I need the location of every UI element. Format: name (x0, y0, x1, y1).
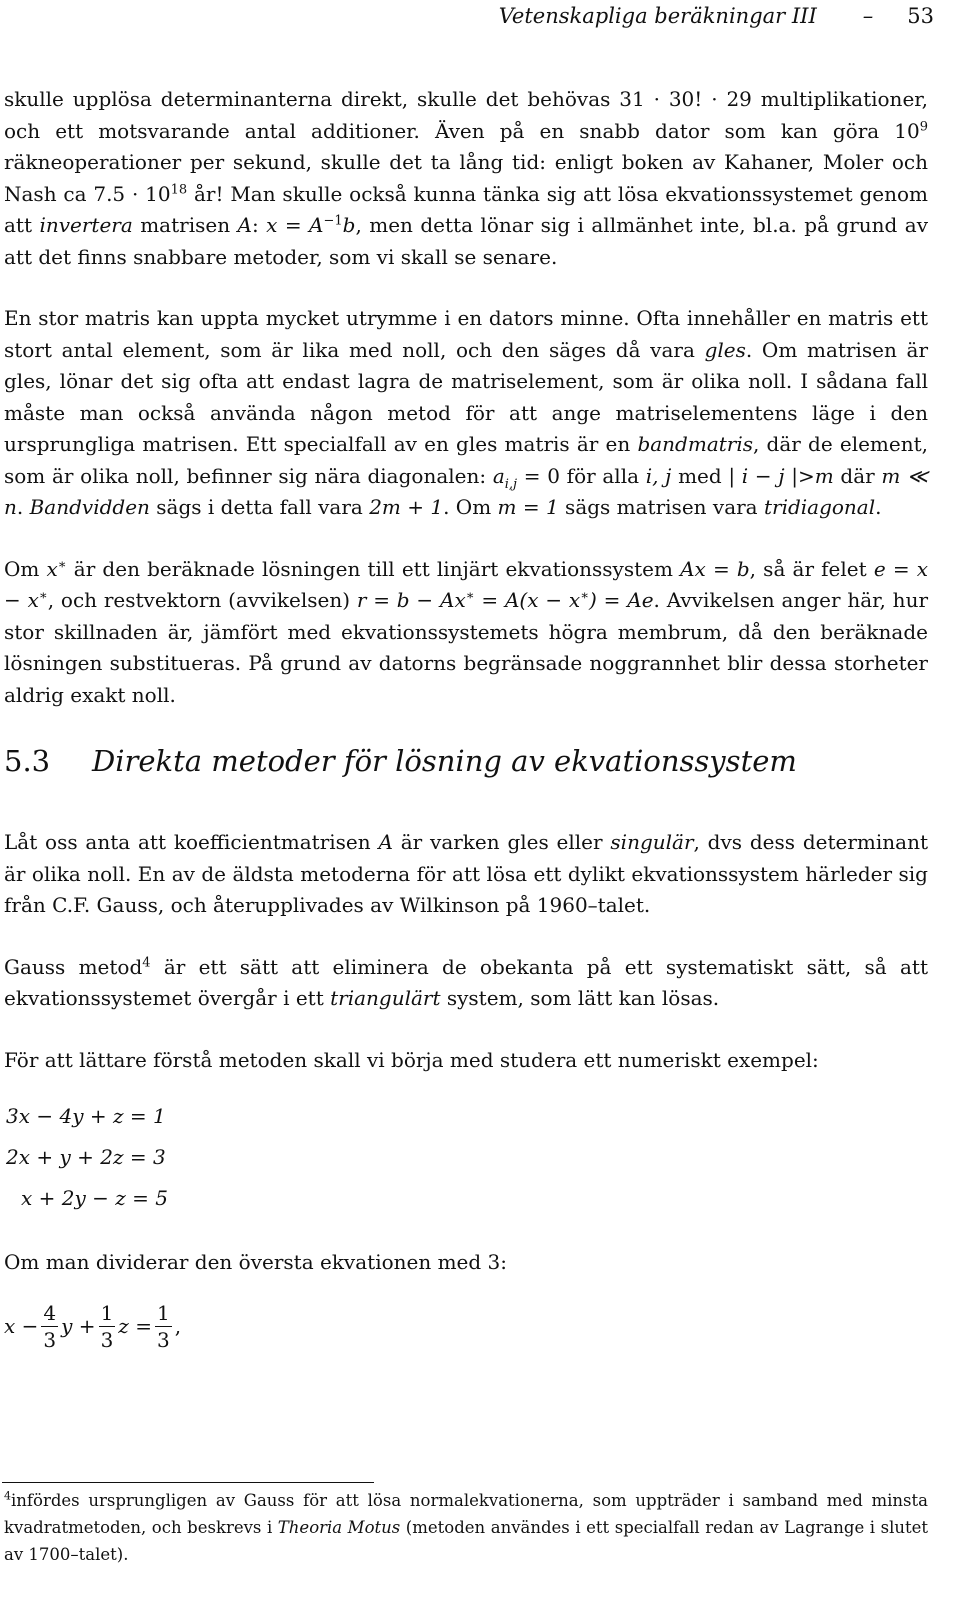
p5-text-1: Gauss metod (4, 954, 143, 979)
p2-math-ij: i, j (645, 463, 672, 488)
p2-emph-gles: gles (704, 337, 746, 362)
p2-text-9: . Om (443, 495, 498, 519)
paragraph-2 (4, 303, 928, 524)
paragraph-1 (4, 84, 928, 273)
paragraph-7: Om man dividerar den översta ekvationen med 3: (4, 1250, 508, 1274)
p4-math-A: A (378, 830, 393, 854)
equation-2: 2x + y + 2z = 3 (6, 1145, 166, 1169)
p1-math-b: b (342, 213, 356, 237)
p2-text-8: sägs i detta fall vara (149, 495, 370, 519)
running-title: Vetenskapliga beräkningar III (498, 4, 817, 28)
p2-math-a: a (492, 463, 505, 488)
equation-system (6, 1096, 928, 1219)
p2-sub-ij: i,j (504, 476, 518, 492)
p3-star-4: ∗ (580, 588, 590, 604)
p5-emph-triangulart: triangulärt (330, 986, 441, 1010)
p2-text-2: . Om matrisen är gles, lönar det sig ofta att endast lagra de matriselement, som är olika noll. I sådana fall måste man också använda någon metod för att ange matriselementens läge i den ursprungliga matrisen. Ett specialfall av en gles matris är en (4, 337, 929, 456)
paragraph-3 (4, 554, 928, 712)
footnote (4, 1487, 928, 1568)
footnote-text-2: (metoden användes i ett specialfall redan av Lagrange i slutet av 1700–talet). (4, 1518, 928, 1564)
p3-star-1: ∗ (57, 556, 67, 572)
fraction-numerator: 4 (43, 1301, 57, 1325)
p2-text-4: för alla (559, 463, 646, 488)
p2-math-abs: | i − j |>m (728, 463, 834, 488)
p4-text-1: Låt oss anta att koefficientmatrisen (4, 830, 379, 854)
p2-text-5: med (671, 463, 729, 488)
paragraph-6: För att lättare förstå metoden skall vi börja med studera ett numeriskt exempel: (4, 1047, 819, 1072)
p1-exp-18: 18 (170, 181, 188, 197)
p1-exp-9: 9 (919, 118, 928, 134)
fraction-numerator: 1 (100, 1301, 114, 1325)
fraction-equation (4, 1293, 928, 1361)
p2-math-eq0: = 0 (517, 463, 560, 488)
p3-star-3: ∗ (465, 588, 475, 604)
running-header (499, 4, 934, 28)
equation-1: 3x − 4y + z = 1 (6, 1104, 166, 1128)
p1-text-1: skulle upplösa determinanterna direkt, skulle det behövas 31 · 30! · 29 multiplikationer, och ett motsvarande antal additioner. Även på en snabb dator som kan göra 10 (4, 87, 928, 143)
fraction-denominator: 3 (100, 1328, 114, 1352)
fraction-1-3-b (155, 1300, 172, 1353)
p3-math-residual-3: ) = Ae (589, 588, 654, 612)
page-number: 53 (907, 4, 934, 28)
body-text (4, 84, 928, 1361)
p3-math-error: e = x − x (4, 556, 929, 612)
paragraph-5 (4, 952, 928, 1015)
p3-math-residual: r = b − Ax (356, 588, 466, 612)
fraction-1-3-a (99, 1300, 116, 1353)
p2-math-mn: m ≪ n (4, 463, 929, 519)
p1-text-4: matrisen (132, 213, 238, 237)
section-number: 5.3 (4, 744, 51, 778)
p5-text-2: är ett sätt att eliminera de obekanta på ett systematiskt sätt, så att ekvationssystemet övergår i ett (4, 954, 928, 1010)
p3-text-4: , och restvektorn (avvikelsen) (47, 588, 357, 612)
p2-text-11: . (875, 495, 882, 519)
fraction-4-3 (41, 1300, 58, 1353)
footnote-ref-4[interactable]: 4 (142, 954, 151, 970)
p4-emph-singular: singulär (610, 830, 694, 854)
paragraph-4 (4, 827, 928, 922)
p3-text-1: Om (4, 556, 47, 581)
p2-emph-bandvidden: Bandvidden (29, 495, 150, 519)
p2-text-6: där (833, 463, 882, 488)
p1-emph-invertera: invertera (39, 213, 133, 237)
p3-text-5: . Avvikelsen anger här, hur stor skillnaden är, jämfört med ekvationssystemets högra membrum, då den beräknade lösningen substitueras. På grund av datorns begränsade noggrannhet blir dessa storheter aldrig exakt noll. (4, 588, 929, 707)
p1-math-A: A (237, 213, 252, 237)
fraction-denominator: 3 (43, 1328, 57, 1352)
p3-text-2: är den beräknade lösningen till ett linjärt ekvationssystem (66, 556, 681, 581)
p1-math-inverse: x = A (266, 213, 324, 237)
frac-eq-part-b: y + (61, 1313, 96, 1338)
frac-eq-comma: , (174, 1313, 182, 1338)
p4-text-2: är varken gles eller (392, 830, 611, 854)
p2-text-7: . (16, 495, 30, 519)
p2-math-2m1: 2m + 1 (369, 495, 444, 519)
p3-text-3: , så är felet (749, 556, 874, 581)
p2-text-3: , där de element, som är olika noll, befinner sig nära diagonalen: (4, 432, 929, 488)
p1-exp-minus1: −1 (323, 213, 343, 229)
p3-math-axb: Ax = b (680, 556, 750, 581)
p1-text-2: räkneoperationer per sekund, skulle det ta lång tid: enligt boken av Kahaner, Moler och Nash ca 7.5 · 10 (4, 150, 928, 206)
p2-text-10: sägs matrisen vara (558, 495, 764, 519)
header-dash: – (862, 4, 874, 28)
section-heading (4, 741, 928, 781)
p1-text-5: : (251, 213, 267, 237)
p2-emph-tridiagonal: tridiagonal (763, 495, 876, 519)
p2-emph-bandmatris: bandmatris (637, 432, 754, 456)
frac-eq-part-a: x − (4, 1313, 39, 1338)
equation-3: x + 2y − z = 5 (21, 1186, 168, 1210)
fraction-numerator: 1 (156, 1301, 170, 1325)
footnote-text-1: infördes ursprungligen av Gauss för att lösa normalekvationerna, som uppträder i samband med minsta kvadratmetoden, och beskrevs i (4, 1491, 928, 1537)
p4-text-3: , dvs dess determinant är olika noll. En av de äldsta metoderna för att lösa ett dylikt ekvationssystem härleder sig från C.F. Gauss, och återupplivades av Wilkinson på 1960–talet. (4, 830, 928, 917)
p2-text-1: En stor matris kan uppta mycket utrymme i en dators minne. Ofta innehåller en matris ett stort antal element, som är lika med noll, och den säges då vara (4, 306, 928, 362)
p2-math-m1: m = 1 (497, 495, 559, 519)
p3-star-2: ∗ (38, 588, 48, 604)
p3-math-x: x (46, 556, 58, 581)
p5-text-3: system, som lätt kan lösas. (440, 986, 720, 1010)
fraction-denominator: 3 (156, 1328, 170, 1352)
footnote-mark: 4 (4, 1489, 11, 1503)
footnote-rule (2, 1482, 374, 1483)
footnote-emph-theoria-motus: Theoria Motus (277, 1518, 401, 1537)
frac-eq-part-c: z = (118, 1313, 152, 1338)
p3-math-residual-2: = A(x − x (474, 588, 581, 612)
section-title: Direkta metoder för lösning av ekvationssystem (92, 744, 797, 778)
p1-text-3: år! Man skulle också kunna tänka sig att lösa ekvationssystemet genom att (4, 181, 928, 237)
p1-text-6: , men detta lönar sig i allmänhet inte, bl.a. på grund av att det finns snabbare metoder, som vi skall se senare. (4, 213, 928, 269)
